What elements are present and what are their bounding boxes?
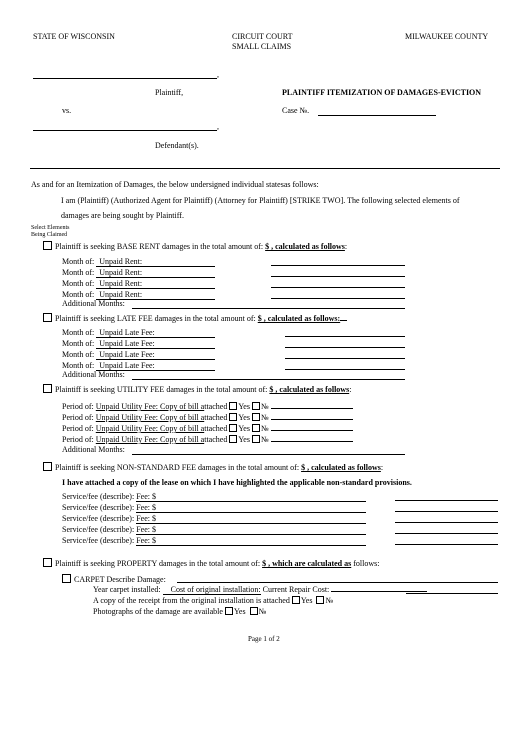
plaintiff-name-line[interactable] <box>33 78 217 79</box>
yes-label: Yes <box>238 424 250 433</box>
yes-label: Yes <box>238 413 250 422</box>
base-rent-colon: : <box>344 242 348 251</box>
late-fee-additional <box>62 370 125 379</box>
row-prefix: Month of: <box>62 279 95 288</box>
defendant-name-line[interactable] <box>33 130 217 131</box>
non-standard-fee-heading-text: Plaintiff is seeking NON-STANDARD FEE damages in the total amount of: <box>55 463 302 472</box>
utility-fee-amount-line[interactable] <box>271 408 353 409</box>
row-prefix: Service/fee (describe): <box>62 514 135 523</box>
late-fee-amount-line[interactable] <box>285 358 405 359</box>
defendant-label: Defendant(s). <box>155 141 199 150</box>
receipt-no-checkbox[interactable] <box>316 596 324 604</box>
utility-fee-row <box>62 413 353 422</box>
row-value: Unpaid Late Fee: <box>99 328 155 337</box>
utility-fee-row <box>62 402 353 411</box>
yes-checkbox[interactable] <box>229 424 237 432</box>
yes-label: Yes <box>238 435 250 444</box>
county-label: MILWAUKEE COUNTY <box>405 32 489 41</box>
row-value: Unpaid Late Fee: <box>99 339 155 348</box>
page-number: Page 1 of 2 <box>248 635 280 643</box>
row-value[interactable]: Unpaid Utility Fee: Copy of bill a <box>95 435 205 444</box>
photos-no-label: № <box>258 607 267 616</box>
yes-label: Yes <box>238 402 250 411</box>
service-fee-row <box>62 503 366 513</box>
utility-fee-heading-text: Plaintiff is seeking UTILITY FEE damages in the total amount of: <box>55 385 270 394</box>
base-rent-row <box>62 257 215 267</box>
non-standard-fee-colon: : <box>380 463 384 472</box>
utility-fee-checkbox[interactable] <box>43 384 52 393</box>
intro-statement: As and for an Itemization of Damages, the below undersigned individual statesas follows: <box>31 180 319 189</box>
receipt-no-label: № <box>325 596 334 605</box>
row-value: Unpaid Rent: <box>99 268 143 277</box>
comma-2: , <box>217 122 219 131</box>
no-checkbox[interactable] <box>252 413 260 421</box>
utility-fee-amount-line[interactable] <box>271 430 353 431</box>
repair-cost-line[interactable] <box>331 591 427 592</box>
row-prefix: Period of: <box>62 435 94 444</box>
late-fee-row <box>62 350 215 360</box>
base-rent-checkbox[interactable] <box>43 241 52 250</box>
service-fee-row <box>62 525 366 535</box>
receipt-text: A copy of the receipt from the original installation is attached <box>93 596 290 605</box>
lease-attached-note: I have attached a copy of the lease on which I have highlighted the applicable non-standard provisions. <box>62 478 412 487</box>
carpet-cost-row <box>93 585 427 595</box>
late-fee-heading <box>43 313 347 323</box>
photos-text: Photographs of the damage are available <box>93 607 223 616</box>
base-rent-additional-line[interactable] <box>132 308 405 309</box>
property-amount: $ , which are calculated as <box>262 559 352 568</box>
base-rent-heading <box>43 241 347 251</box>
small-claims-label: SMALL CLAIMS <box>232 42 292 51</box>
utility-fee-row <box>62 435 353 444</box>
state-label: STATE OF WISCONSIN <box>33 32 115 41</box>
photos-yes-checkbox[interactable] <box>225 607 233 615</box>
repair-cost-extra-line[interactable] <box>406 593 498 594</box>
row-value: Fee: $ <box>136 525 156 534</box>
select-elements-label: Select Elements <box>31 225 70 231</box>
late-fee-additional-line[interactable] <box>132 379 405 380</box>
utility-fee-amount-line[interactable] <box>271 441 353 442</box>
row-value: Unpaid Rent: <box>99 279 143 288</box>
row-prefix: Service/fee (describe): <box>62 525 135 534</box>
non-standard-fee-amount: $ , calculated as follows <box>301 463 381 472</box>
row-value: Fee: $ <box>136 514 156 523</box>
no-label: № <box>260 402 269 411</box>
fee-field[interactable] <box>136 503 366 513</box>
service-fee-row <box>62 492 366 502</box>
late-fee-row <box>62 328 215 338</box>
additional-label: Additional Months: <box>62 299 125 308</box>
court-label: CIRCUIT COURT <box>232 32 293 41</box>
case-no-label: Case №. <box>282 106 310 115</box>
unpaid-late-fee-field[interactable] <box>96 339 215 349</box>
late-fee-checkbox[interactable] <box>43 313 52 322</box>
row-prefix: Month of: <box>62 257 95 266</box>
row-value: Fee: $ <box>136 503 156 512</box>
yes-checkbox[interactable] <box>229 413 237 421</box>
row-attached: ttached <box>204 435 228 444</box>
original-cost-label: Cost of original installation: <box>170 585 261 594</box>
late-fee-amount-line[interactable] <box>285 336 405 337</box>
year-installed-label: Year carpet installed: <box>93 585 161 594</box>
utility-fee-additional <box>62 445 125 454</box>
unpaid-rent-field[interactable] <box>96 268 215 278</box>
row-value[interactable]: Unpaid Utility Fee: Copy of bill a <box>95 413 205 422</box>
no-label: № <box>260 435 269 444</box>
unpaid-rent-field[interactable] <box>96 257 215 267</box>
intro-paragraph-line1: I am (Plaintiff) (Authorized Agent for Plaintiff) (Attorney for Plaintiff) [STRIKE TWO]. The following selected elements of <box>61 196 460 205</box>
photos-row <box>93 607 266 616</box>
late-fee-heading-text: Plaintiff is seeking LATE FEE damages in the total amount of: <box>55 314 258 323</box>
row-prefix: Period of: <box>62 424 94 433</box>
base-rent-additional <box>62 299 125 308</box>
no-checkbox[interactable] <box>252 435 260 443</box>
receipt-yes-checkbox[interactable] <box>292 596 300 604</box>
base-rent-heading-text: Plaintiff is seeking BASE RENT damages in the total amount of: <box>55 242 266 251</box>
property-checkbox[interactable] <box>43 558 52 567</box>
service-fee-amount-line[interactable] <box>395 511 498 512</box>
utility-fee-colon: : <box>349 385 352 394</box>
caption-divider <box>30 168 500 169</box>
utility-fee-amount-line[interactable] <box>271 419 353 420</box>
utility-fee-row <box>62 424 353 433</box>
carpet-label: CARPET Describe Damage: <box>74 575 166 584</box>
row-attached: ttached <box>204 402 228 411</box>
row-value: Unpaid Rent: <box>99 290 143 299</box>
yes-checkbox[interactable] <box>229 402 237 410</box>
no-checkbox[interactable] <box>252 402 260 410</box>
service-fee-row <box>62 514 366 524</box>
row-value: Unpaid Late Fee: <box>99 350 155 359</box>
late-fee-trailing-blank <box>340 320 347 321</box>
fee-field[interactable] <box>136 525 366 535</box>
base-rent-row <box>62 268 215 278</box>
fee-field[interactable] <box>136 514 366 524</box>
row-value[interactable]: Unpaid Utility Fee: Copy of bill a <box>95 402 205 411</box>
late-fee-amount: $ , calculated as follows: <box>257 314 341 323</box>
row-prefix: Month of: <box>62 328 95 337</box>
row-prefix: Period of: <box>62 413 94 422</box>
row-prefix: Service/fee (describe): <box>62 536 135 545</box>
receipt-yes-label: Yes <box>300 596 313 605</box>
utility-fee-amount: $ , calculated as follows <box>269 385 350 394</box>
no-label: № <box>260 413 269 422</box>
row-prefix: Service/fee (describe): <box>62 503 135 512</box>
row-attached: ttached <box>204 413 228 422</box>
carpet-checkbox[interactable] <box>62 574 71 583</box>
form-title: PLAINTIFF ITEMIZATION OF DAMAGES-EVICTION <box>282 88 482 97</box>
being-claimed-label: Being Claimed <box>31 232 68 238</box>
row-prefix: Month of: <box>62 268 95 277</box>
utility-fee-heading <box>43 384 351 394</box>
row-prefix: Service/fee (describe): <box>62 492 135 501</box>
row-prefix: Month of: <box>62 361 95 370</box>
base-rent-amount-line[interactable] <box>271 298 405 299</box>
row-value: Fee: $ <box>136 492 156 501</box>
row-value[interactable]: Unpaid Utility Fee: Copy of bill a <box>95 424 205 433</box>
utility-fee-additional-line[interactable] <box>132 454 405 455</box>
late-fee-amount-line[interactable] <box>285 347 405 348</box>
service-fee-amount-line[interactable] <box>395 533 498 534</box>
no-label: № <box>260 424 269 433</box>
carpet-row <box>62 574 166 584</box>
no-checkbox[interactable] <box>252 424 260 432</box>
non-standard-fee-checkbox[interactable] <box>43 462 52 471</box>
row-prefix: Month of: <box>62 350 95 359</box>
unpaid-late-fee-field[interactable] <box>96 350 215 360</box>
late-fee-row <box>62 339 215 349</box>
repair-cost-label: Current Repair Cost: <box>262 585 330 594</box>
row-prefix: Month of: <box>62 290 95 299</box>
case-no-field[interactable] <box>318 115 436 116</box>
row-value: Unpaid Rent: <box>99 257 143 266</box>
fee-field[interactable] <box>136 536 366 546</box>
service-fee-amount-line[interactable] <box>395 522 498 523</box>
plaintiff-label: Plaintiff, <box>155 88 184 97</box>
yes-checkbox[interactable] <box>229 435 237 443</box>
photos-no-checkbox[interactable] <box>250 607 258 615</box>
property-heading <box>43 558 379 568</box>
additional-label: Additional Months: <box>62 445 125 454</box>
base-rent-amount: $ , calculated as follows <box>265 242 345 251</box>
receipt-row <box>93 596 333 605</box>
service-fee-amount-line[interactable] <box>395 544 498 545</box>
row-value: Unpaid Late Fee: <box>99 361 155 370</box>
original-cost-field[interactable] <box>163 585 261 595</box>
row-prefix: Period of: <box>62 402 94 411</box>
property-heading-tail: follows: <box>351 559 380 568</box>
base-rent-row <box>62 279 215 289</box>
row-prefix: Month of: <box>62 339 95 348</box>
row-value: Fee: $ <box>136 536 156 545</box>
service-fee-row <box>62 536 366 546</box>
base-rent-amount-line[interactable] <box>271 276 405 277</box>
service-fee-amount-line[interactable] <box>395 500 498 501</box>
base-rent-amount-line[interactable] <box>271 287 405 288</box>
non-standard-fee-heading <box>43 462 383 472</box>
unpaid-late-fee-field[interactable] <box>96 328 215 338</box>
row-attached: ttached <box>204 424 228 433</box>
photos-yes-label: Yes <box>233 607 246 616</box>
property-heading-text: Plaintiff is seeking PROPERTY damages in the total amount of: <box>55 559 263 568</box>
late-fee-amount-line[interactable] <box>285 369 405 370</box>
unpaid-rent-field[interactable] <box>96 279 215 289</box>
vs-label: vs. <box>62 106 72 115</box>
base-rent-amount-line[interactable] <box>271 265 405 266</box>
fee-field[interactable] <box>136 492 366 502</box>
comma-1: , <box>217 70 219 79</box>
carpet-damage-line[interactable] <box>177 582 498 583</box>
intro-paragraph-line2: damages are being sought by Plaintiff. <box>61 211 184 220</box>
additional-label: Additional Months: <box>62 370 125 379</box>
